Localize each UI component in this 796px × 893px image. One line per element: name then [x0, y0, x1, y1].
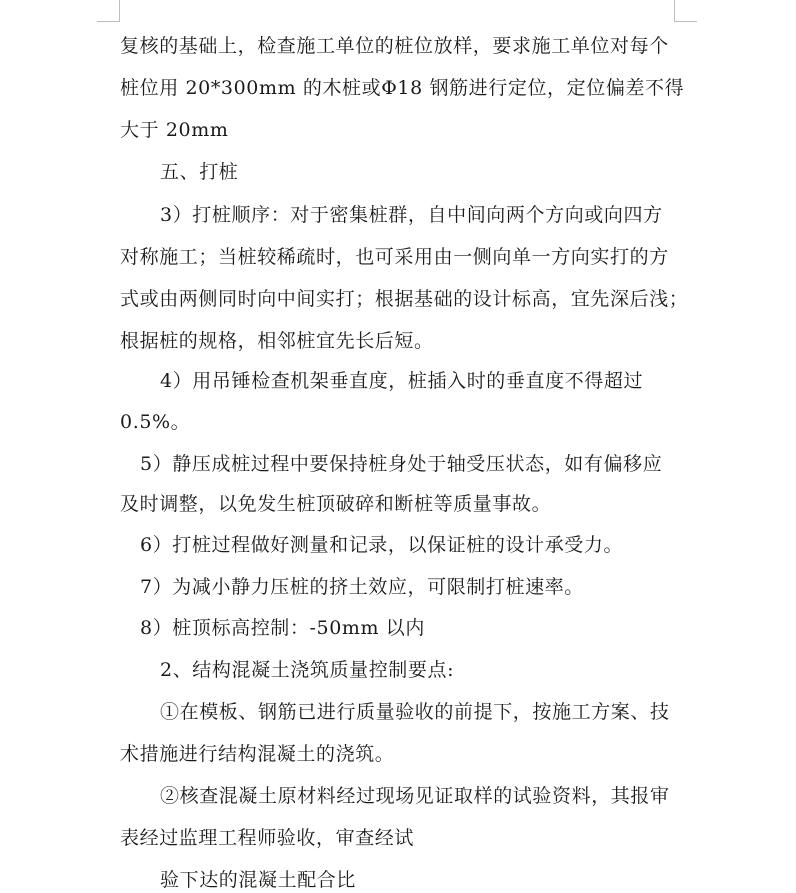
text-line: 对称施工；当桩较稀疏时，也可采用由一侧向单一方向实打的方: [120, 246, 669, 268]
section-heading: 五、打桩: [160, 161, 239, 183]
text-line: 5）静压成桩过程中要保持桩身处于轴受压状态，如有偏移应: [140, 453, 663, 475]
crop-mark-top-right: [674, 21, 697, 22]
crop-mark-top-right: [674, 0, 675, 22]
crop-mark-top-left: [97, 21, 120, 22]
text-line: 大于 20mm: [120, 119, 229, 141]
text-line: 3）打桩顺序：对于密集桩群，自中间向两个方向或向四方: [160, 204, 663, 226]
text-line: 4）用吊锤检查机架垂直度，桩插入时的垂直度不得超过: [160, 370, 644, 392]
text-line: 桩位用 20*300mm 的木桩或Φ18 钢筋进行定位，定位偏差不得: [120, 77, 685, 99]
crop-mark-top-left: [119, 0, 120, 22]
text-line: ①在模板、钢筋已进行质量验收的前提下，按施工方案、技: [160, 701, 670, 723]
text-line: 及时调整，以免发生桩顶破碎和断桩等质量事故。: [120, 493, 552, 515]
text-line: 8）桩顶标高控制：-50mm 以内: [140, 617, 425, 639]
text-line: 术措施进行结构混凝土的浇筑。: [120, 743, 395, 765]
section-heading: 2、结构混凝土浇筑质量控制要点:: [160, 659, 455, 681]
text-line: ②核查混凝土原材料经过现场见证取样的试验资料，其报审: [160, 785, 670, 807]
text-line: 式或由两侧同时向中间实打；根据基础的设计标高，宜先深后浅；: [120, 288, 689, 310]
text-line: 6）打桩过程做好测量和记录，以保证桩的设计承受力。: [140, 534, 624, 556]
text-line: 0.5%。: [120, 411, 191, 433]
text-line: 验下达的混凝土配合比: [160, 869, 357, 891]
text-line: 7）为减小静力压桩的挤土效应，可限制打桩速率。: [140, 576, 584, 598]
text-line: 表经过监理工程师验收，审查经试: [120, 827, 415, 849]
text-line: 复核的基础上，检查施工单位的桩位放样，要求施工单位对每个: [120, 35, 669, 57]
text-line: 根据桩的规格，相邻桩宜先长后短。: [120, 330, 434, 352]
